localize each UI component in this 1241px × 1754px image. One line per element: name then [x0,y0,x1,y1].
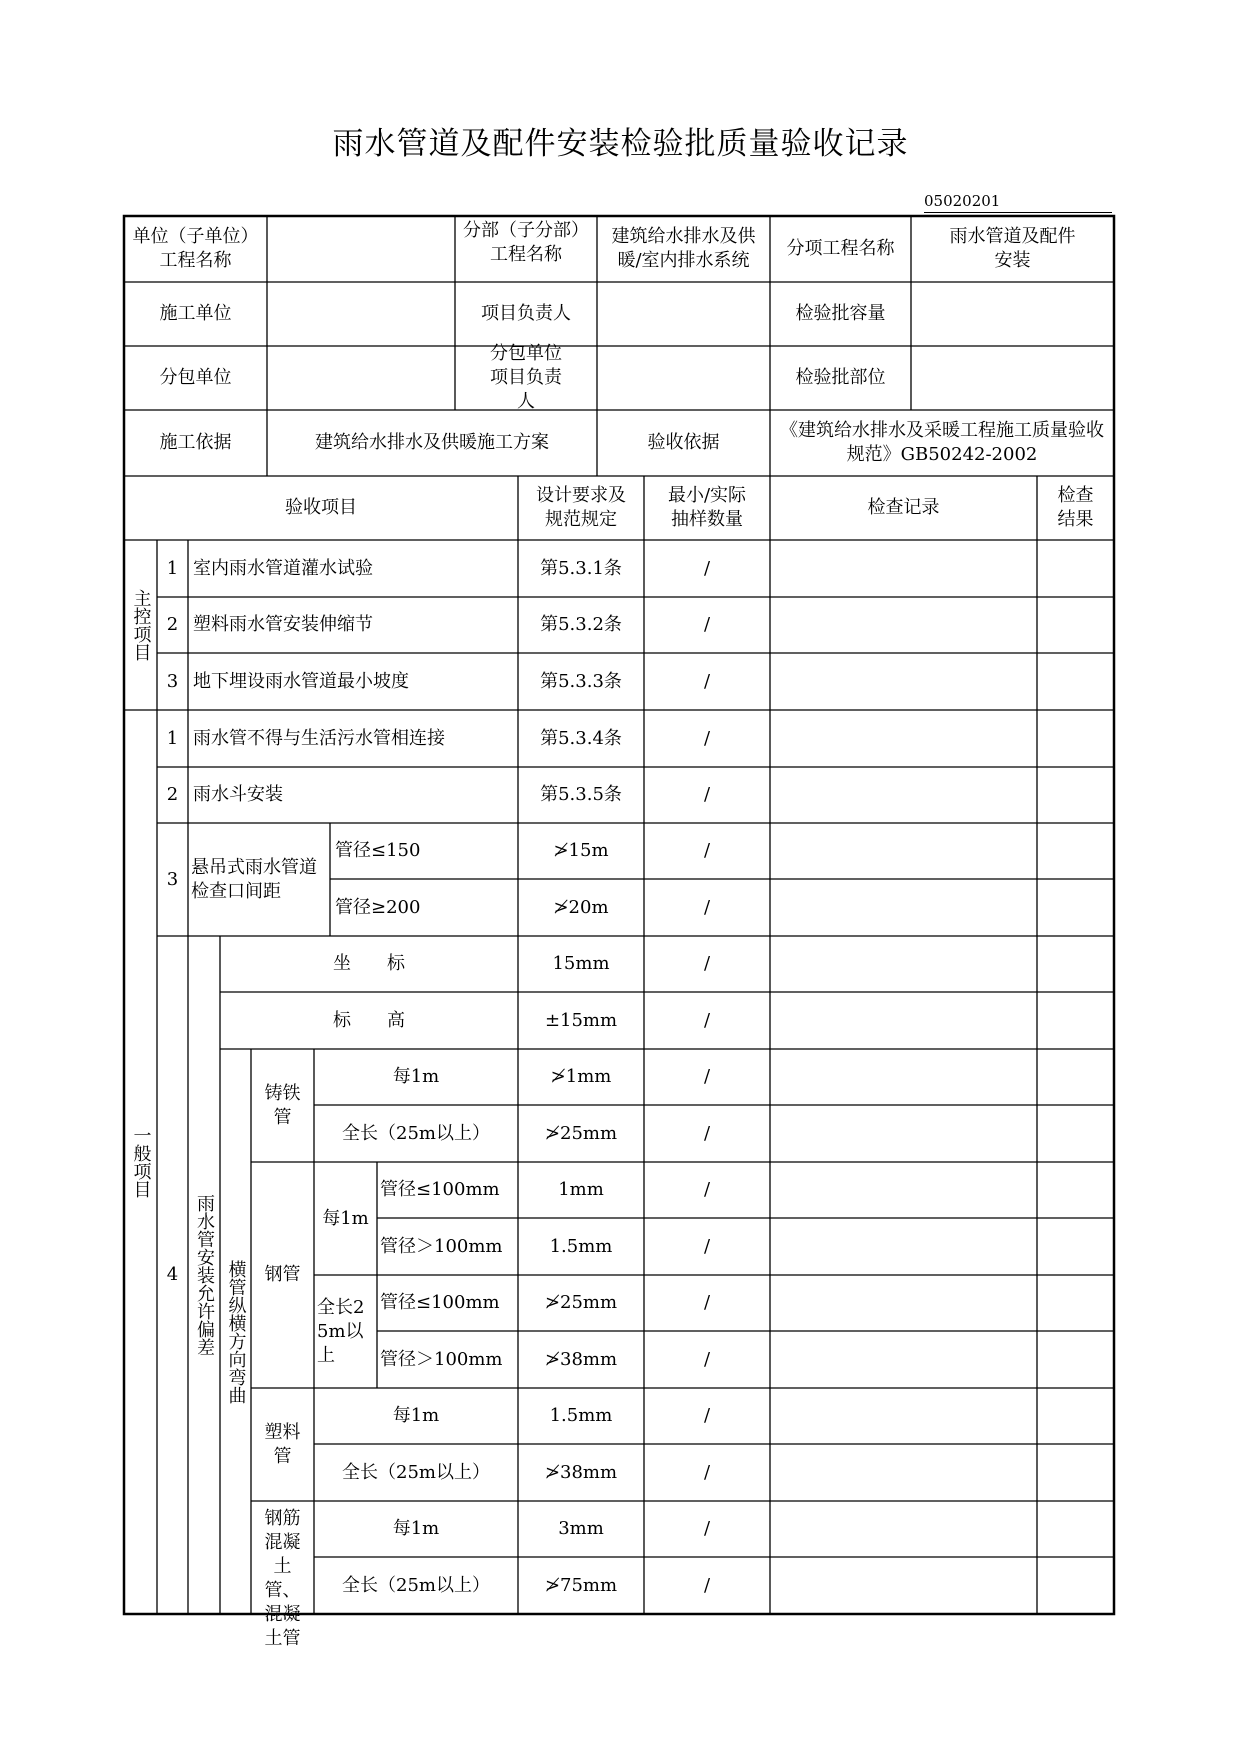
main-row-2-spec: 第5.3.2条 [540,614,622,635]
concrete-per-m: 每1m [392,1518,440,1539]
gen-item4-no: 4 [166,1264,179,1285]
cast-iron-per-m-sample: / [703,1066,711,1087]
main-row-1-no: 1 [166,557,179,579]
part-value[interactable] [911,346,1114,410]
col-sample: 最小/实际抽样数量 [667,485,747,530]
gen-item4-name: 雨水管安装允许偏差 [194,1194,215,1356]
steel-sample-4: / [703,1348,711,1370]
col-item: 验收项目 [285,497,357,518]
steel-label: 钢管 [264,1264,301,1285]
main-row-2-sample: / [703,614,711,635]
capacity-label: 检验批容量 [795,303,886,324]
bend-label: 横管纵横方向弯曲 [225,1259,247,1404]
plastic-total-spec: ≯38mm [544,1461,618,1483]
plastic-per-m-spec: 1.5mm [549,1405,613,1426]
basis-label: 施工依据 [159,432,232,453]
main-row-1-name: 室内雨水管道灌水试验 [193,557,373,579]
gen-row-2-sample: / [703,784,711,805]
main-row-3-sample: / [703,670,711,692]
main-row-3-no: 3 [166,670,179,692]
steel-spec-1: 1mm [558,1179,604,1200]
plastic-label: 塑料管 [264,1421,301,1467]
sub-pm-label: 分包单位项目负责人 [490,343,562,412]
subcontractor-label: 分包单位 [159,367,232,388]
form-code: 05020201 [924,192,1112,213]
constructor-label: 施工单位 [159,303,232,324]
general-label: 一般项目 [130,1126,152,1198]
main-control-label: 主控项目 [130,589,152,661]
part-label: 检验批部位 [795,367,886,388]
col-design: 设计要求及规范规定 [536,485,626,530]
steel-sample-2: / [703,1235,711,1257]
gen-item3-name: 悬吊式雨水管道检查口间距 [191,856,317,902]
coord-spec: 15mm [552,953,610,974]
cast-iron-total-spec: ≯25mm [544,1122,618,1144]
steel-spec-4: ≯38mm [544,1348,618,1370]
main-row-3-spec: 第5.3.3条 [540,670,622,692]
steel-spec-3: ≯25mm [544,1292,618,1313]
main-row-1-sample: / [703,557,711,579]
gen-row-1-name: 雨水管不得与生活污水管相连接 [193,727,445,749]
gen-item3-cond-2: 管径≥200 [335,896,421,918]
gen-item3-no: 3 [166,868,179,890]
main-row-2-no: 2 [166,614,179,635]
gen-item3-spec-1: ≯15m [553,840,609,861]
cast-iron-per-m-spec: ≯1mm [550,1066,612,1087]
elev-sample: / [703,1009,711,1031]
gen-item3-cond-1: 管径≤150 [335,840,421,861]
cast-iron-total: 全长（25m以上） [342,1122,490,1144]
basis-value: 建筑给水排水及供暖施工方案 [315,432,549,453]
concrete-total-spec: ≯75mm [544,1574,618,1596]
gen-row-2-spec: 第5.3.5条 [540,784,622,805]
cast-iron-label: 铸铁管 [264,1082,301,1128]
plastic-per-m: 每1m [392,1405,440,1426]
main-row-2-name: 塑料雨水管安装伸缩节 [193,614,373,635]
capacity-value[interactable] [911,282,1114,346]
steel-cond-3: 管径≤100mm [380,1292,500,1313]
gen-item3-spec-2: ≯20m [553,896,609,918]
constructor-value[interactable] [267,282,455,346]
gen-row-1-spec: 第5.3.4条 [540,727,622,749]
plastic-per-m-sample: / [703,1405,711,1426]
col-result: 检查结果 [1057,485,1094,530]
steel-total: 全长25m以上 [317,1296,365,1366]
concrete-total-sample: / [703,1574,711,1596]
steel-per-m: 每1m [322,1207,369,1229]
concrete-per-m-spec: 3mm [558,1518,604,1539]
acceptance-basis-value: 《建筑给水排水及采暖工程施工质量验收规范》GB50242-2002 [780,420,1104,465]
subitem-value: 雨水管道及配件安装 [949,226,1076,271]
gen-row-1-no: 1 [166,727,179,749]
concrete-total: 全长（25m以上） [342,1574,490,1596]
steel-cond-1: 管径≤100mm [380,1179,500,1200]
sub-pm-value[interactable] [597,346,770,410]
elev-spec: ±15mm [544,1009,618,1031]
plastic-total: 全长（25m以上） [342,1461,490,1483]
steel-spec-2: 1.5mm [549,1235,613,1257]
pm-value[interactable] [597,282,770,346]
gen-row-2-name: 雨水斗安装 [193,784,283,805]
steel-sample-3: / [703,1292,711,1313]
main-row-3-name: 地下埋设雨水管道最小坡度 [193,670,409,692]
concrete-label: 钢筋混凝土管、混凝土管 [264,1508,301,1649]
gen-item3-sample-1: / [703,840,711,861]
pm-label: 项目负责人 [481,303,571,324]
gen-item3-sample-2: / [703,896,711,918]
unit-label: 单位（子单位）工程名称 [132,226,259,271]
gen-row-2-no: 2 [166,784,179,805]
concrete-per-m-sample: / [703,1518,711,1539]
cast-iron-total-sample: / [703,1122,711,1144]
subitem-label: 分项工程名称 [786,238,895,259]
steel-cond-4: 管径＞100mm [380,1348,503,1370]
unit-value[interactable] [267,216,455,282]
subdivision-label: 分部（子分部）工程名称 [463,220,589,265]
elev-label: 标 高 [333,1009,405,1031]
main-row-1-spec: 第5.3.1条 [540,557,622,579]
plastic-total-sample: / [703,1461,711,1483]
coord-sample: / [703,953,711,974]
acceptance-basis-label: 验收依据 [647,432,720,453]
cast-iron-per-m: 每1m [392,1066,440,1087]
coord-label: 坐 标 [333,953,405,974]
page-title: 雨水管道及配件安装检验批质量验收记录 [332,126,909,162]
steel-sample-1: / [703,1179,711,1200]
subdivision-value: 建筑给水排水及供暖/室内排水系统 [611,226,756,271]
steel-cond-2: 管径＞100mm [380,1235,503,1257]
subcontractor-value[interactable] [267,346,455,410]
col-record: 检查记录 [867,497,940,518]
gen-row-1-sample: / [703,727,711,749]
